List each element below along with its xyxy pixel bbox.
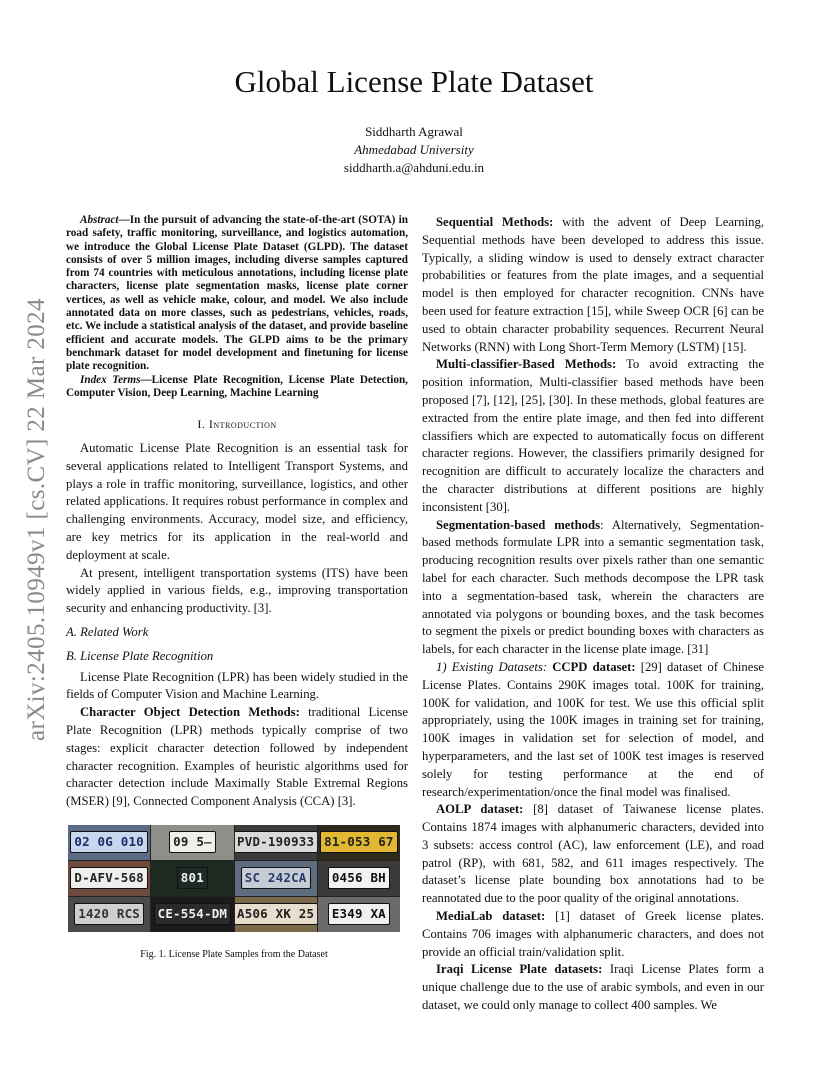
section-heading-introduction <box>66 416 408 434</box>
iraqi-paragraph <box>422 961 764 1014</box>
plate-text: 81-053 67 <box>320 831 398 853</box>
plate-photo <box>235 897 317 932</box>
plate-samples-grid <box>68 825 400 932</box>
aolp-paragraph <box>422 801 764 908</box>
plate-photo <box>235 861 317 896</box>
plate-text: E349 XA <box>328 903 390 925</box>
intro-paragraph-1: Automatic License Plate Recognition is an essential task for several applications related to Intelligent Transport Systems, and plays a role in traffic monitoring, surveillance, logistics, and other related applications. It requires robust performance in complex and challenging environments. Accuracy, model size, and efficiency, are key metrics for its application in the real-world and deployment at scale. <box>66 440 408 562</box>
plate-text: A506 XK 25 <box>235 903 317 925</box>
figure-1 <box>68 825 400 964</box>
sequential-lead: Sequential Methods: <box>436 215 554 229</box>
char-object-paragraph <box>66 704 408 811</box>
segmentation-lead: Segmentation-based methods <box>436 517 601 532</box>
section-number: I. <box>197 417 209 432</box>
multi-classifier-lead: Multi-classifier-Based Methods: <box>436 357 617 372</box>
abstract-text: —In the pursuit of advancing the state-of-the-art (SOTA) in road safety, traffic monitoring, surveillance, and logistics automation, we introduce the Global License Plate Dataset (GLPD). The dataset consists of over 5 million images, including diverse samples captured from 74 countries with meticulous annotations, including license plate characters, license plate segmentation masks, license plate corner vertices, as well as vehicle make, colour, and model. We also include annotated data on more classes, such as pedestrians, vehicles, roads, etc. We include a statistical analysis of the dataset, and provide baseline efficient and accurate models. The GLPD aims to be the primary benchmark dataset for model development and finetuning for license plate recognition. <box>66 214 408 373</box>
author-email: siddharth.a@ahduni.edu.in <box>343 160 485 175</box>
existing-datasets-lead: 1) Existing Datasets: <box>436 659 553 674</box>
char-object-text: traditional License Plate Recognition (LPR) methods typically comprise of two stages: explicit character detection followed by independent character recognition. Examples of heuristic algorithms used for character detection include Maximally Stable Extremal Regions (MSER) [9], Connected Component Analysis (CCA) [3]. <box>66 705 408 809</box>
medialab-lead: MediaLab dataset: <box>436 909 546 924</box>
segmentation-paragraph <box>422 517 764 659</box>
plate-text: 801 <box>177 867 208 889</box>
author-affiliation: Ahmedabad University <box>354 142 474 157</box>
ccpd-text: [29] dataset of Chinese License Plates. Contains 290K images total. 100K for training, 100K for validation, and 100K for test. We use this official split appropriately, using the 100K images in training set for training, 100K images in validation set for selection of model, and hyperparameters, and the last set of 100K test images is reserved solely for testing performance at the end of research/experimentation/once the final model was finalised. <box>422 659 764 799</box>
index-terms-lead: Index Terms <box>80 373 141 386</box>
existing-datasets-paragraph <box>422 659 764 801</box>
multi-classifier-paragraph <box>422 356 764 516</box>
plate-text: 09 5̶ <box>169 831 215 853</box>
abstract-lead: Abstract <box>80 214 119 226</box>
plate-text: SC 242CA <box>241 867 311 889</box>
plate-text: 0456 BH <box>328 867 390 889</box>
author-name: Siddharth Agrawal <box>365 124 463 139</box>
sequential-paragraph <box>422 214 764 356</box>
intro-paragraph-2: At present, intelligent transportation systems (ITS) have been widely applied in various fields, e.g., improving transportation security and enhancing productivity. [3]. <box>66 565 408 616</box>
plate-photo <box>68 897 150 932</box>
plate-photo <box>235 825 317 860</box>
author-block <box>60 123 768 177</box>
paper-title: Global License Plate Dataset <box>234 64 594 99</box>
plate-text: D-AFV-568 <box>70 867 148 889</box>
index-terms-text: —License Plate Recognition, License Plate Detection, Computer Vision, Deep Learning, Machine Learning <box>66 373 408 399</box>
right-column <box>422 214 764 1015</box>
plate-photo <box>318 861 400 896</box>
plate-photo <box>151 897 233 932</box>
left-column <box>66 214 408 964</box>
plate-text: CE-554-DM <box>154 903 232 925</box>
char-object-lead: Character Object Detection Methods: <box>80 705 300 720</box>
medialab-text: [1] dataset of Greek license plates. Contains 706 images with alphanumeric characters, and does not provide an official train/validation split. <box>422 909 764 959</box>
section-title: Introduction <box>208 417 277 432</box>
plate-photo <box>318 897 400 932</box>
plate-photo <box>68 825 150 860</box>
abstract <box>66 214 408 374</box>
plate-photo <box>151 825 233 860</box>
plate-text: 02 0G 010 <box>70 831 148 853</box>
arxiv-identifier: arXiv:2405.10949v1 [cs.CV] 22 Mar 2024 <box>23 298 50 742</box>
subsection-lpr: B. License Plate Recognition <box>66 648 214 663</box>
plate-text: 1420 RCS <box>74 903 144 925</box>
medialab-paragraph <box>422 908 764 961</box>
plate-photo <box>151 861 233 896</box>
segmentation-text: : Alternatively, Segmentation-based methods formulate LPR into a semantic segmentation task, producing recognition results over pixels rather than one semantic label for each character. Such methods decompose the LPR task into a segmentation-based task, wherein the characters are annotated via polygons or bounding boxes, and the task becomes to segment the pixels or predict bounding boxes with characters as labels, for each character in the license plate image. [31] <box>422 517 764 657</box>
multi-classifier-text: To avoid extracting the position information, Multi-classifier based methods have been proposed [7], [12], [25], [30]. In these methods, global features are extracted from the entire plate image, and then fed into different classifiers which are expected to automatically focus on different character regions. However, the classifiers primarily designed for recognition are difficult to accurately localize the characters and the character distributions at different positions are highly inconsistent [30]. <box>422 357 764 514</box>
plate-text: PVD-190933 <box>235 831 317 853</box>
subsection-related-work: A. Related Work <box>66 624 149 639</box>
ccpd-lead: CCPD dataset: <box>552 659 636 674</box>
aolp-lead: AOLP dataset: <box>436 802 524 817</box>
plate-photo <box>68 861 150 896</box>
iraqi-lead: Iraqi License Plate datasets: <box>436 962 603 977</box>
sequential-text: with the advent of Deep Learning, Sequential methods have been developed to address this issue. Typically, a sliding window is used to densely extract character probabilities or features from the plate images, and a sequential model is then employed for character recognition. CNNs have been used for feature extraction [15], while Sweep OCR [6] can be used to obtain character probability sequences. Recurrent Neural Networks (RNN) with Long Short-Term Memory (LSTM) [15]. <box>422 215 764 354</box>
plate-photo <box>318 825 400 860</box>
index-terms <box>66 374 408 401</box>
aolp-text: [8] dataset of Taiwanese license plates. Contains 1874 images with alphanumeric characters, devided into 3 subsets: access control (AC), law enforcement (LE), and road patrol (RP), with 681, 582, and 611 images respectively. The dataset’s license plate bounding box annotations had to be reannotated due to the poor quality of the original annotations. <box>422 802 764 906</box>
lpr-paragraph: License Plate Recognition (LPR) has been widely studied in the fields of Computer Vision and Machine Learning. <box>66 669 408 702</box>
iraqi-text: Iraqi License Plates form a unique challenge due to the use of arabic symbols, and even in our dataset, we could only manage to collect 400 samples. We <box>422 962 764 1013</box>
figure-caption: Fig. 1. License Plate Samples from the Dataset <box>140 948 328 960</box>
